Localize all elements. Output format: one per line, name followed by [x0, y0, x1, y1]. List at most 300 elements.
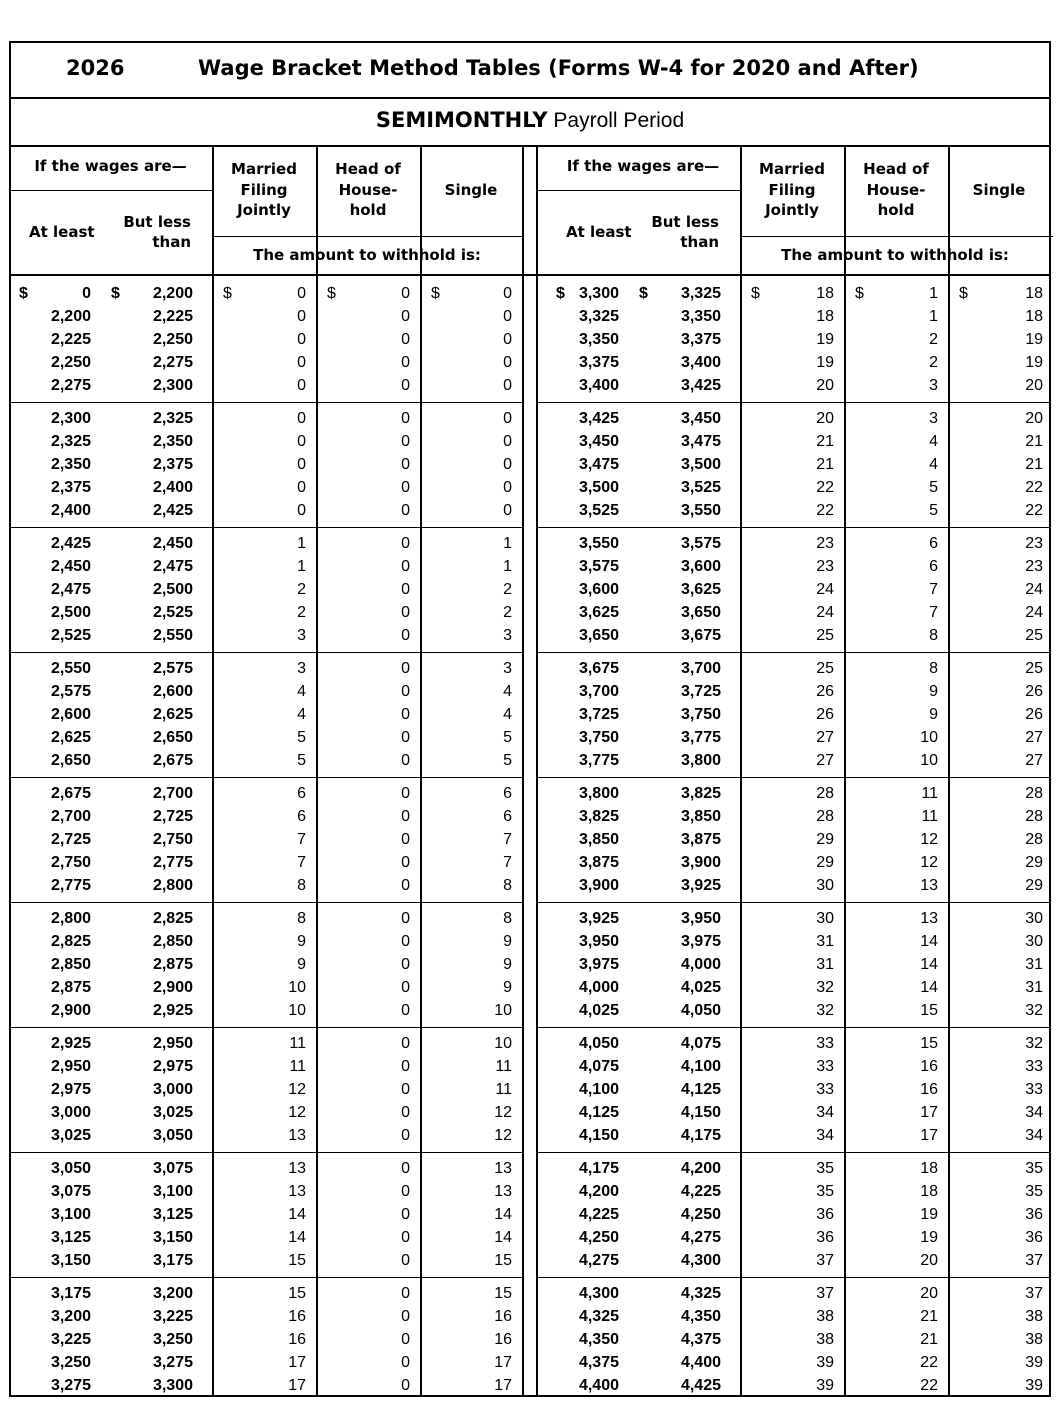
mfj-amount-cell: 9: [297, 956, 306, 973]
mfj-amount-cell: 33: [816, 1058, 834, 1075]
hoh-header-1: Head of: [335, 160, 401, 178]
single-amount-cell: 0: [503, 354, 512, 371]
hoh-amount-cell: 7: [929, 604, 938, 621]
hoh-amount-cell: 0: [401, 706, 410, 723]
table-title: Wage Bracket Method Tables (Forms W-4 for 2020 and After): [198, 56, 919, 80]
single-amount-cell: 33: [1025, 1058, 1043, 1075]
single-amount-cell: 20: [1025, 377, 1043, 394]
mfj-amount-cell: 17: [288, 1354, 306, 1371]
but-less-than-cell: 3,000: [152, 1081, 193, 1098]
but-less-than-cell: 2,725: [152, 808, 193, 825]
but-less-header-2: than: [680, 233, 719, 251]
hoh-amount-cell: 6: [929, 558, 938, 575]
mfj-amount-cell: 19: [816, 354, 834, 371]
group-divider: [9, 402, 522, 403]
table-split-line: [536, 145, 538, 1397]
single-amount-cell: 4: [503, 706, 512, 723]
but-less-than-cell: 3,675: [680, 627, 721, 644]
but-less-than-cell: 4,325: [680, 1285, 721, 1302]
at-least-cell: 3,650: [578, 627, 619, 644]
single-amount-cell: 7: [503, 831, 512, 848]
payroll-period-title: [0, 108, 1060, 133]
hoh-amount-cell: 0: [401, 729, 410, 746]
hoh-amount-cell: 6: [929, 535, 938, 552]
mfj-amount-cell: 10: [288, 1002, 306, 1019]
single-amount-cell: 10: [494, 1035, 512, 1052]
at-least-cell: 3,675: [578, 660, 619, 677]
at-least-cell: 3,125: [50, 1229, 91, 1246]
dollar-sign: $: [639, 285, 648, 302]
hoh-amount-cell: 20: [920, 1285, 938, 1302]
at-least-cell: 3,950: [578, 933, 619, 950]
at-least-cell: 3,400: [578, 377, 619, 394]
single-amount-cell: 5: [503, 729, 512, 746]
mfj-amount-cell: 10: [288, 979, 306, 996]
single-amount-cell: 36: [1025, 1206, 1043, 1223]
hoh-amount-cell: 0: [401, 752, 410, 769]
mfj-amount-cell: 7: [297, 854, 306, 871]
single-amount-cell: 38: [1025, 1308, 1043, 1325]
single-amount-cell: 13: [494, 1160, 512, 1177]
mfj-amount-cell: 28: [816, 808, 834, 825]
mfj-amount-cell: 25: [816, 660, 834, 677]
hoh-amount-cell: 0: [401, 1127, 410, 1144]
at-least-cell: 4,325: [578, 1308, 619, 1325]
single-amount-cell: 13: [494, 1183, 512, 1200]
mfj-amount-cell: 0: [297, 502, 306, 519]
group-divider: [537, 1152, 1051, 1153]
but-less-than-cell: 4,175: [680, 1127, 721, 1144]
mfj-header-2: Filing: [768, 181, 816, 199]
hoh-amount-cell: 0: [401, 354, 410, 371]
dollar-sign: $: [111, 285, 120, 302]
group-divider: [9, 1277, 522, 1278]
single-amount-cell: 29: [1025, 877, 1043, 894]
but-less-than-cell: 3,575: [680, 535, 721, 552]
at-least-cell: 3,075: [50, 1183, 91, 1200]
single-amount-cell: 14: [494, 1206, 512, 1223]
hoh-amount-cell: 0: [401, 831, 410, 848]
but-less-than-cell: 4,125: [680, 1081, 721, 1098]
hoh-amount-cell: 22: [920, 1377, 938, 1394]
single-amount-cell: 8: [503, 877, 512, 894]
but-less-than-cell: 3,250: [152, 1331, 193, 1348]
hoh-amount-cell: 11: [921, 785, 938, 802]
hoh-amount-cell: 19: [920, 1206, 938, 1223]
at-least-cell: 3,900: [578, 877, 619, 894]
but-less-than-cell: 2,450: [152, 535, 193, 552]
hoh-amount-cell: 0: [401, 285, 410, 302]
at-least-cell: 3,875: [578, 854, 619, 871]
mfj-header-2: Filing: [240, 181, 288, 199]
at-least-cell: 4,350: [578, 1331, 619, 1348]
mfj-amount-cell: 34: [816, 1104, 834, 1121]
but-less-than-cell: 3,700: [680, 660, 721, 677]
at-least-cell: 4,125: [578, 1104, 619, 1121]
but-less-than-cell: 3,300: [152, 1377, 193, 1394]
hoh-amount-cell: 0: [401, 1058, 410, 1075]
hoh-header-3: hold: [877, 201, 915, 219]
but-less-header-2: than: [152, 233, 191, 251]
at-least-cell: 4,100: [578, 1081, 619, 1098]
at-least-cell: 4,250: [578, 1229, 619, 1246]
single-amount-cell: 26: [1025, 706, 1043, 723]
hoh-amount-cell: 0: [401, 956, 410, 973]
single-amount-cell: 8: [503, 910, 512, 927]
hoh-amount-cell: 12: [920, 831, 938, 848]
hoh-amount-cell: 0: [401, 627, 410, 644]
single-amount-cell: 24: [1025, 581, 1043, 598]
single-amount-cell: 16: [494, 1308, 512, 1325]
group-divider: [9, 777, 522, 778]
mfj-amount-cell: 4: [297, 683, 306, 700]
at-least-cell: 2,975: [50, 1081, 91, 1098]
mfj-amount-cell: 0: [297, 479, 306, 496]
dollar-sign: $: [327, 285, 336, 302]
at-least-cell: 3,325: [578, 308, 619, 325]
but-less-than-cell: 2,975: [152, 1058, 193, 1075]
but-less-than-cell: 3,500: [680, 456, 721, 473]
single-amount-cell: 0: [503, 331, 512, 348]
at-least-cell: 4,050: [578, 1035, 619, 1052]
at-least-cell: 3,750: [578, 729, 619, 746]
mfj-amount-cell: 26: [816, 683, 834, 700]
single-amount-cell: 18: [1025, 308, 1043, 325]
single-amount-cell: 21: [1025, 433, 1043, 450]
hoh-amount-cell: 15: [920, 1002, 938, 1019]
single-amount-cell: 4: [503, 683, 512, 700]
mfj-amount-cell: 38: [816, 1331, 834, 1348]
at-least-cell: 4,400: [578, 1377, 619, 1394]
but-less-than-cell: 3,650: [680, 604, 721, 621]
hoh-amount-cell: 0: [401, 1377, 410, 1394]
but-less-than-cell: 3,975: [680, 933, 721, 950]
at-least-cell: 2,550: [50, 660, 91, 677]
but-less-than-cell: 2,350: [152, 433, 193, 450]
at-least-cell: 3,975: [578, 956, 619, 973]
at-least-cell: 3,700: [578, 683, 619, 700]
but-less-than-cell: 2,550: [152, 627, 193, 644]
but-less-than-cell: 4,200: [680, 1160, 721, 1177]
single-amount-cell: 38: [1025, 1331, 1043, 1348]
dollar-sign: $: [855, 285, 864, 302]
mfj-amount-cell: 21: [816, 433, 834, 450]
but-less-than-cell: 3,925: [680, 877, 721, 894]
but-less-than-cell: 3,275: [152, 1354, 193, 1371]
but-less-than-cell: 3,475: [680, 433, 721, 450]
at-least-cell: 4,025: [578, 1002, 619, 1019]
at-least-cell: 2,800: [50, 910, 91, 927]
single-amount-cell: 0: [503, 410, 512, 427]
hoh-amount-cell: 0: [401, 1035, 410, 1052]
but-less-than-cell: 3,225: [152, 1308, 193, 1325]
hoh-amount-cell: 8: [929, 627, 938, 644]
but-less-than-cell: 3,525: [680, 479, 721, 496]
but-less-than-cell: 2,675: [152, 752, 193, 769]
mfj-amount-cell: 5: [297, 729, 306, 746]
but-less-than-cell: 3,125: [152, 1206, 193, 1223]
at-least-cell: 3,450: [578, 433, 619, 450]
at-least-cell: 4,375: [578, 1354, 619, 1371]
mfj-amount-cell: 25: [816, 627, 834, 644]
hoh-amount-cell: 0: [401, 308, 410, 325]
but-less-than-cell: 4,000: [680, 956, 721, 973]
mfj-amount-cell: 27: [816, 729, 834, 746]
at-least-cell: 2,875: [50, 979, 91, 996]
single-amount-cell: 30: [1025, 910, 1043, 927]
but-less-than-cell: 3,950: [680, 910, 721, 927]
at-least-cell: 2,575: [50, 683, 91, 700]
mfj-amount-cell: 0: [297, 456, 306, 473]
hoh-amount-cell: 14: [920, 979, 938, 996]
at-least-cell: 3,050: [50, 1160, 91, 1177]
mfj-amount-cell: 6: [297, 808, 306, 825]
hoh-amount-cell: 0: [401, 377, 410, 394]
mfj-amount-cell: 1: [297, 558, 306, 575]
group-divider: [537, 402, 1051, 403]
hoh-amount-cell: 5: [929, 502, 938, 519]
mfj-amount-cell: 9: [297, 933, 306, 950]
but-less-than-cell: 4,225: [680, 1183, 721, 1200]
single-amount-cell: 20: [1025, 410, 1043, 427]
mfj-amount-cell: 4: [297, 706, 306, 723]
hoh-amount-cell: 19: [920, 1229, 938, 1246]
hoh-amount-cell: 0: [401, 1183, 410, 1200]
at-least-cell: 3,625: [578, 604, 619, 621]
withhold-header: The amount to withhold is:: [253, 246, 481, 264]
mfj-amount-cell: 33: [816, 1081, 834, 1098]
at-least-cell: 3,925: [578, 910, 619, 927]
mfj-amount-cell: 3: [297, 627, 306, 644]
hoh-amount-cell: 0: [401, 1354, 410, 1371]
but-less-than-cell: 4,425: [680, 1377, 721, 1394]
single-amount-cell: 25: [1025, 660, 1043, 677]
but-less-than-cell: 3,325: [680, 285, 721, 302]
hoh-amount-cell: 0: [401, 877, 410, 894]
hoh-amount-cell: 17: [920, 1104, 938, 1121]
mfj-amount-cell: 15: [288, 1285, 306, 1302]
at-least-cell: 3,725: [578, 706, 619, 723]
but-less-than-cell: 2,925: [152, 1002, 193, 1019]
single-amount-cell: 0: [503, 433, 512, 450]
at-least-cell: 3,000: [50, 1104, 91, 1121]
at-least-cell: 3,800: [578, 785, 619, 802]
dollar-sign: $: [19, 285, 28, 302]
mfj-amount-cell: 24: [816, 581, 834, 598]
mfj-amount-cell: 6: [297, 785, 306, 802]
hoh-amount-cell: 0: [401, 808, 410, 825]
but-less-than-cell: 2,200: [152, 285, 193, 302]
hoh-amount-cell: 13: [920, 910, 938, 927]
but-less-than-cell: 2,250: [152, 331, 193, 348]
mfj-amount-cell: 35: [816, 1183, 834, 1200]
single-amount-cell: 1: [503, 535, 512, 552]
at-least-cell: 3,225: [50, 1331, 91, 1348]
single-amount-cell: 2: [503, 581, 512, 598]
but-less-than-cell: 4,300: [680, 1252, 721, 1269]
mfj-amount-cell: 32: [816, 1002, 834, 1019]
mfj-amount-cell: 31: [816, 933, 834, 950]
hoh-header-2: House-: [866, 181, 926, 199]
but-less-than-cell: 2,375: [152, 456, 193, 473]
single-amount-cell: 18: [1025, 285, 1043, 302]
single-amount-cell: 28: [1025, 808, 1043, 825]
single-amount-cell: 28: [1025, 785, 1043, 802]
hoh-amount-cell: 3: [929, 377, 938, 394]
dollar-sign: $: [431, 285, 440, 302]
at-least-cell: 2,525: [50, 627, 91, 644]
but-less-than-cell: 3,600: [680, 558, 721, 575]
hoh-amount-cell: 0: [401, 660, 410, 677]
single-amount-cell: 7: [503, 854, 512, 871]
at-least-header: At least: [29, 223, 95, 241]
at-least-cell: 2,750: [50, 854, 91, 871]
but-less-than-cell: 3,050: [152, 1127, 193, 1144]
group-divider: [537, 902, 1051, 903]
at-least-cell: 3,200: [50, 1308, 91, 1325]
at-least-cell: 3,500: [578, 479, 619, 496]
but-less-than-cell: 3,200: [152, 1285, 193, 1302]
single-amount-cell: 0: [503, 479, 512, 496]
at-least-cell: 3,250: [50, 1354, 91, 1371]
at-least-cell: 3,775: [578, 752, 619, 769]
but-less-than-cell: 4,150: [680, 1104, 721, 1121]
hoh-amount-cell: 0: [401, 456, 410, 473]
single-amount-cell: 33: [1025, 1081, 1043, 1098]
at-least-cell: 4,275: [578, 1252, 619, 1269]
single-amount-cell: 30: [1025, 933, 1043, 950]
mfj-amount-cell: 28: [816, 785, 834, 802]
but-less-than-cell: 2,850: [152, 933, 193, 950]
hoh-amount-cell: 13: [920, 877, 938, 894]
but-less-than-cell: 3,400: [680, 354, 721, 371]
mfj-header-1: Married: [759, 160, 825, 178]
but-less-than-cell: 4,050: [680, 1002, 721, 1019]
at-least-cell: 2,725: [50, 831, 91, 848]
but-less-than-cell: 3,800: [680, 752, 721, 769]
hoh-amount-cell: 0: [401, 1285, 410, 1302]
but-less-than-cell: 2,525: [152, 604, 193, 621]
but-less-than-cell: 2,775: [152, 854, 193, 871]
but-less-than-cell: 3,775: [680, 729, 721, 746]
single-amount-cell: 19: [1025, 331, 1043, 348]
mfj-amount-cell: 7: [297, 831, 306, 848]
single-amount-cell: 0: [503, 377, 512, 394]
at-least-cell: 3,275: [50, 1377, 91, 1394]
hoh-amount-cell: 9: [929, 706, 938, 723]
mfj-amount-cell: 21: [816, 456, 834, 473]
hoh-amount-cell: 3: [929, 410, 938, 427]
single-amount-cell: 17: [494, 1354, 512, 1371]
at-least-cell: 4,175: [578, 1160, 619, 1177]
hoh-amount-cell: 8: [929, 660, 938, 677]
single-amount-cell: 23: [1025, 535, 1043, 552]
single-amount-cell: 31: [1025, 956, 1043, 973]
mfj-amount-cell: 32: [816, 979, 834, 996]
but-less-than-cell: 2,325: [152, 410, 193, 427]
at-least-cell: 3,475: [578, 456, 619, 473]
mfj-amount-cell: 22: [816, 479, 834, 496]
hoh-amount-cell: 2: [929, 331, 938, 348]
mfj-amount-cell: 31: [816, 956, 834, 973]
hoh-amount-cell: 14: [920, 933, 938, 950]
title-divider: [9, 97, 1051, 99]
but-less-than-cell: 2,600: [152, 683, 193, 700]
hoh-amount-cell: 0: [401, 933, 410, 950]
single-amount-cell: 3: [503, 627, 512, 644]
but-less-than-cell: 3,825: [680, 785, 721, 802]
but-less-than-cell: 2,475: [152, 558, 193, 575]
but-less-than-cell: 2,875: [152, 956, 193, 973]
at-least-cell: 2,325: [50, 433, 91, 450]
at-least-cell: 3,550: [578, 535, 619, 552]
but-less-than-cell: 2,650: [152, 729, 193, 746]
at-least-header: At least: [566, 223, 632, 241]
mfj-header-3: Jointly: [237, 201, 291, 219]
but-less-than-cell: 3,625: [680, 581, 721, 598]
group-divider: [537, 527, 1051, 528]
hoh-amount-cell: 0: [401, 581, 410, 598]
mfj-amount-cell: 0: [297, 433, 306, 450]
single-amount-cell: 3: [503, 660, 512, 677]
hoh-amount-cell: 0: [401, 1002, 410, 1019]
at-least-cell: 2,700: [50, 808, 91, 825]
hoh-amount-cell: 0: [401, 979, 410, 996]
at-least-cell: 4,225: [578, 1206, 619, 1223]
mfj-amount-cell: 18: [816, 285, 834, 302]
but-less-than-cell: 4,350: [680, 1308, 721, 1325]
table-year: 2026: [66, 56, 125, 80]
mfj-amount-cell: 11: [289, 1058, 306, 1075]
hoh-amount-cell: 0: [401, 910, 410, 927]
mfj-amount-cell: 39: [816, 1354, 834, 1371]
group-divider: [9, 1152, 522, 1153]
at-least-cell: 2,300: [50, 410, 91, 427]
mfj-amount-cell: 35: [816, 1160, 834, 1177]
mfj-amount-cell: 38: [816, 1308, 834, 1325]
but-less-than-cell: 3,025: [152, 1104, 193, 1121]
mfj-amount-cell: 33: [816, 1035, 834, 1052]
at-least-cell: 2,625: [50, 729, 91, 746]
mfj-amount-cell: 39: [816, 1377, 834, 1394]
single-amount-cell: 15: [494, 1252, 512, 1269]
single-amount-cell: 12: [494, 1104, 512, 1121]
hoh-amount-cell: 7: [929, 581, 938, 598]
single-amount-cell: 35: [1025, 1183, 1043, 1200]
but-less-than-cell: 2,500: [152, 581, 193, 598]
single-amount-cell: 36: [1025, 1229, 1043, 1246]
hoh-amount-cell: 14: [920, 956, 938, 973]
at-least-cell: 2,650: [50, 752, 91, 769]
wages-header-divider: [537, 190, 740, 191]
single-amount-cell: 22: [1025, 479, 1043, 496]
but-less-than-cell: 2,625: [152, 706, 193, 723]
at-least-cell: 2,825: [50, 933, 91, 950]
single-amount-cell: 39: [1025, 1377, 1043, 1394]
hoh-amount-cell: 0: [401, 535, 410, 552]
at-least-cell: 4,300: [578, 1285, 619, 1302]
but-less-than-cell: 2,700: [152, 785, 193, 802]
single-amount-cell: 0: [503, 502, 512, 519]
single-amount-cell: 34: [1025, 1104, 1043, 1121]
dollar-sign: $: [223, 285, 232, 302]
single-amount-cell: 0: [503, 456, 512, 473]
at-least-cell: 3,850: [578, 831, 619, 848]
single-amount-cell: 22: [1025, 502, 1043, 519]
at-least-cell: 4,075: [578, 1058, 619, 1075]
group-divider: [9, 652, 522, 653]
single-amount-cell: 0: [503, 308, 512, 325]
